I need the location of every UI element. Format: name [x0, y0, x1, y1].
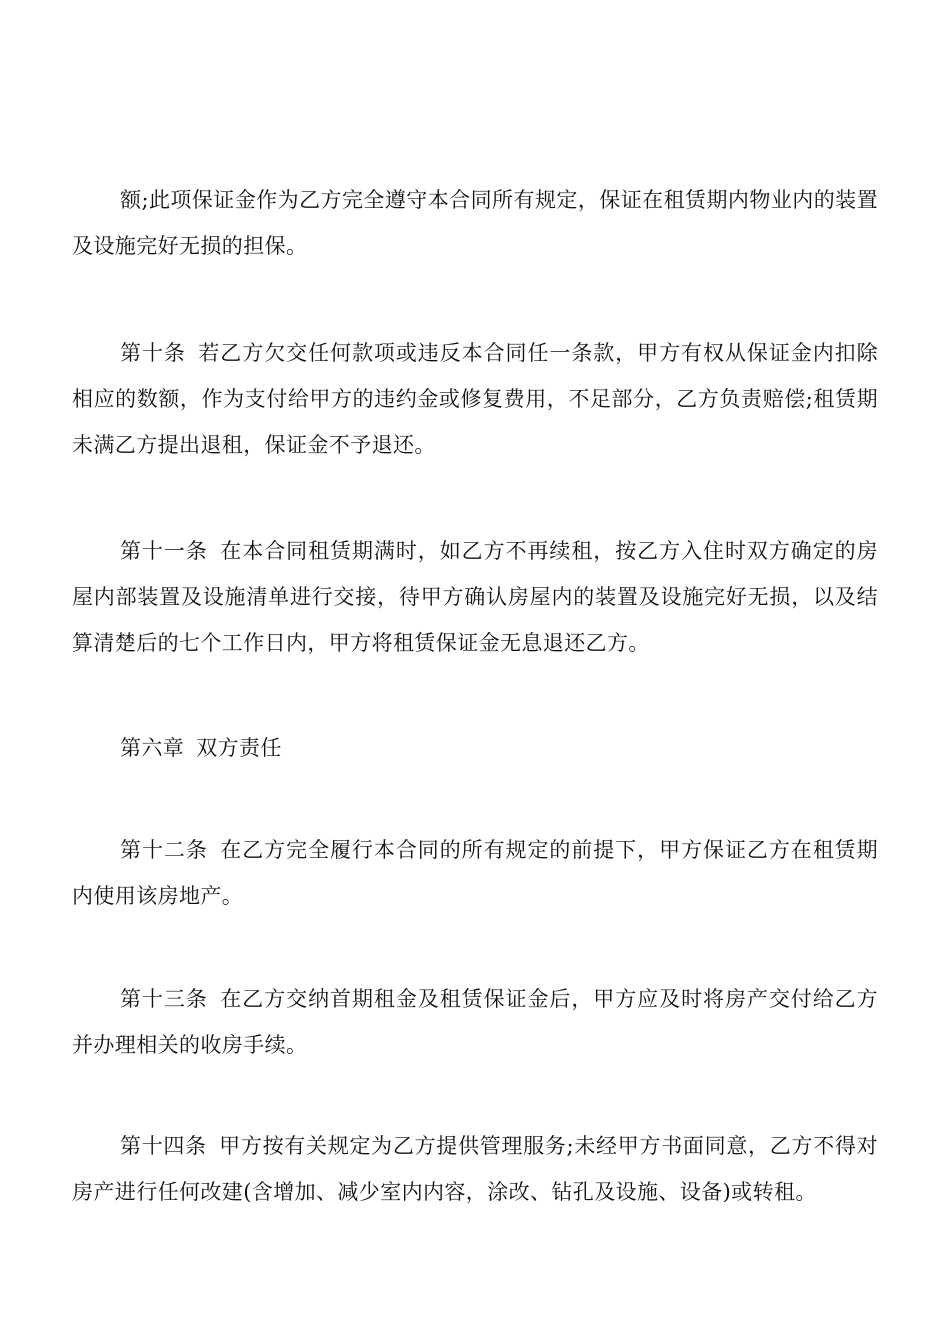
- article-12: [72, 827, 878, 919]
- article-heading: 第十一条: [120, 539, 208, 563]
- article-text: 在本合同租赁期满时，如乙方不再续租，按乙方入住时双方确定的房屋内部装置及设施清单进行交接，待甲方确认房屋内的装置及设施完好无损，以及结算清楚后的七个工作日内，甲方将租赁保证金无息退还乙方。: [72, 539, 878, 655]
- chapter-title: 双方责任: [196, 736, 282, 760]
- article-text: 甲方按有关规定为乙方提供管理服务;未经甲方书面同意，乙方不得对房产进行任何改建(含增加、减少室内内容，涂改、钻孔及设施、设备)或转租。: [72, 1134, 878, 1204]
- article-10: [72, 330, 878, 468]
- article-heading: 第十二条: [120, 838, 208, 862]
- article-heading: 第十条: [120, 341, 186, 365]
- article-text: 在乙方完全履行本合同的所有规定的前提下，甲方保证乙方在租赁期内使用该房地产。: [72, 838, 878, 908]
- paragraph-deposit-guarantee: [72, 177, 878, 269]
- article-heading: 第十三条: [120, 987, 208, 1011]
- chapter-number: 第六章: [120, 736, 185, 760]
- paragraph-text: 额;此项保证金作为乙方完全遵守本合同所有规定，保证在租赁期内物业内的装置及设施完好无损的担保。: [72, 188, 878, 258]
- chapter-6-heading: [72, 725, 878, 771]
- article-heading: 第十四条: [120, 1134, 207, 1158]
- article-text: 若乙方欠交任何款项或违反本合同任一条款，甲方有权从保证金内扣除相应的数额，作为支付给甲方的违约金或修复费用，不足部分，乙方负责赔偿;租赁期未满乙方提出退租，保证金不予退还。: [72, 341, 878, 457]
- article-13: [72, 976, 878, 1068]
- document-page: [72, 0, 878, 1344]
- article-14: [72, 1123, 878, 1215]
- article-text: 在乙方交纳首期租金及租赁保证金后，甲方应及时将房产交付给乙方并办理相关的收房手续。: [72, 987, 878, 1057]
- article-11: [72, 528, 878, 666]
